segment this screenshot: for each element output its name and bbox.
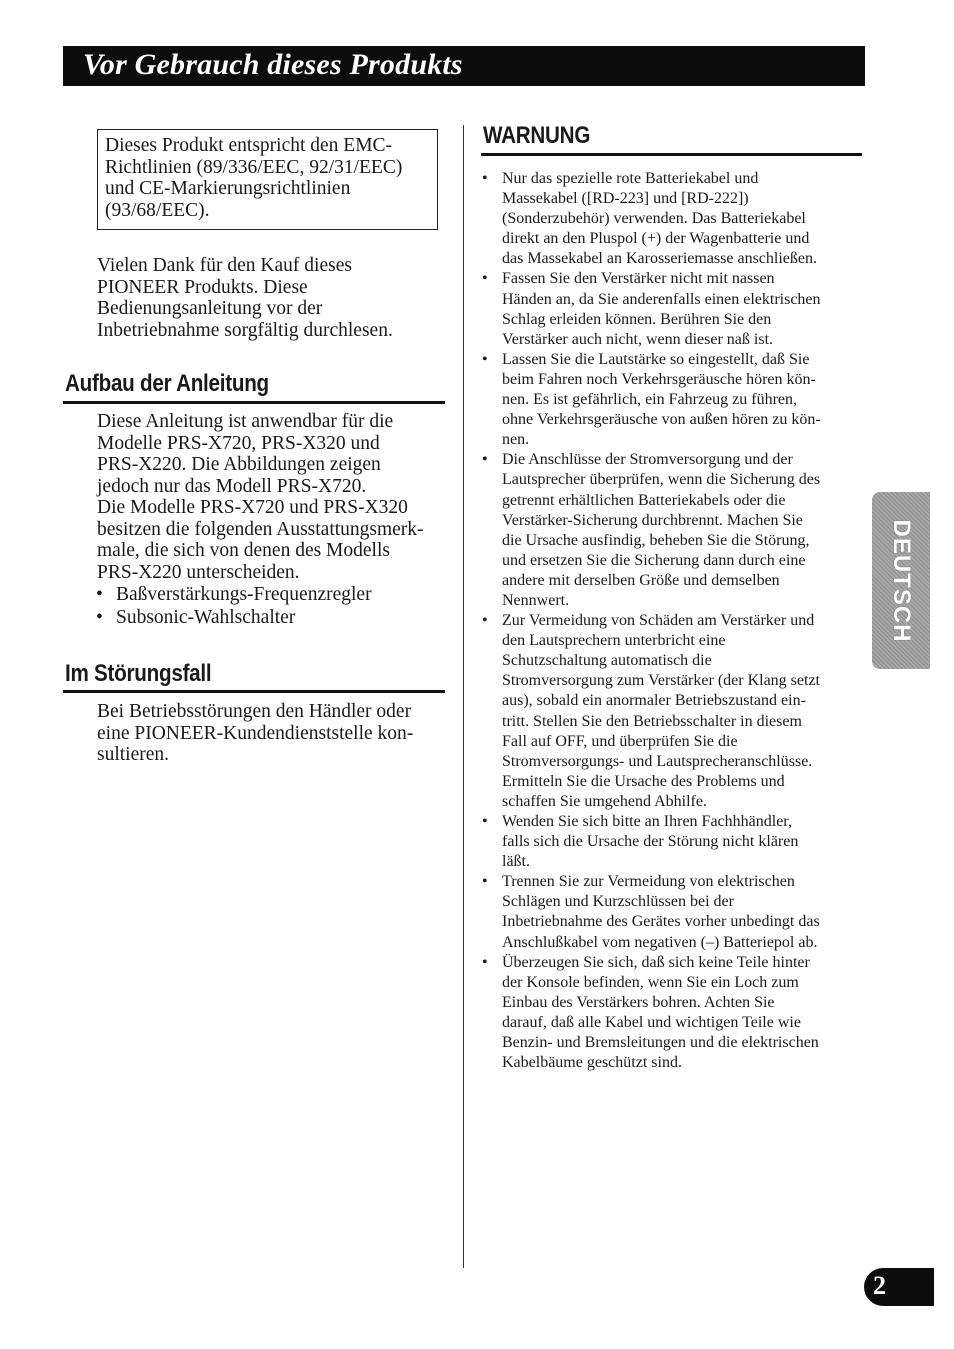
bullet-icon: • (482, 451, 488, 469)
warning-item (482, 269, 864, 349)
warning-text: Fassen Sie den Verstärker nicht mit nassen Händen an, da Sie anderenfalls einen elektrischen Schlag erleiden können. Berühren Sie den Verstärker auch nicht, wenn dieser naß ist. (502, 270, 821, 348)
warning-item (482, 350, 864, 450)
emc-line: (93/68/EEC). (105, 199, 210, 221)
bullet-icon: • (96, 584, 103, 605)
stoerung-paragraph (97, 701, 447, 766)
warning-list (482, 169, 864, 1073)
bullet-icon: • (96, 607, 103, 628)
aufbau-line: PRS-X220. Die Abbildungen zeigen (97, 454, 381, 475)
emc-line: Richtlinien (89/336/EEC, 92/31/EEC) (105, 156, 403, 178)
emc-notice-box (97, 129, 438, 230)
bullet-icon: • (482, 873, 488, 891)
aufbau-paragraph (97, 411, 447, 583)
warning-item (482, 953, 864, 1074)
section-rule (63, 401, 445, 404)
bullet-icon: • (482, 270, 488, 288)
emc-line: Dieses Produkt entspricht den EMC- (105, 135, 393, 156)
warning-item (482, 169, 864, 269)
page-title-bar (63, 46, 865, 86)
bullet-icon: • (482, 612, 488, 630)
warning-text: Wenden Sie sich bitte an Ihren Fachhhändler, falls sich die Ursache der Störung nicht klären läßt. (502, 813, 799, 871)
section-rule (63, 690, 445, 693)
bullet-icon: • (482, 953, 488, 971)
emc-line: und CE-Markierungsrichtlinien (105, 178, 351, 199)
list-item (96, 606, 372, 629)
warning-text: Die Anschlüsse der Stromversorgung und der Lautsprecher überprüfen, wenn die Sicherung des getrennt erhältlichen Batteriekabels oder die Verstärker-Sicherung durchbrennt. Machen Sie die Ursache ausfindig, beheben Sie die Störung, und ersetzen Sie die Sicherung dann durch eine andere mit derselben Größe und demselben Nennwert. (502, 451, 821, 609)
warning-text: Nur das spezielle rote Batteriekabel und Massekabel ([RD-223] und [RD-222]) (Sonderzubehör) verwenden. Das Batteriekabel direkt an den Pluspol (+) der Wagenbatterie und das Massekabel an Karosseriemasse anschließen. (502, 170, 817, 268)
feature-list (96, 583, 372, 629)
list-item-text: Subsonic-Wahlschalter (116, 607, 296, 628)
section-heading-aufbau: Aufbau der Anleitung (65, 370, 269, 397)
warning-text: Lassen Sie die Lautstärke so eingestellt, daß Sie beim Fahren noch Verkehrsgeräusche hören kön- nen. Es ist gefährlich, ein Fahrzeug zu führen, ohne Verkehrsgeräusche von außen hören zu kön- nen. (502, 350, 821, 449)
warning-item (482, 812, 864, 872)
aufbau-line: male, die sich von denen des Modells (97, 540, 390, 561)
aufbau-line: Modelle PRS-X720, PRS-X320 und (97, 432, 380, 454)
warning-text: Trennen Sie zur Vermeidung von elektrischen Schlägen und Kurzschlüssen bei der Inbetriebnahme des Gerätes vorher unbedingt das Anschlußkabel vom negativen (–) Batteriepol ab. (502, 873, 820, 951)
aufbau-line: Die Modelle PRS-X720 und PRS-X320 (97, 497, 408, 518)
intro-line: Vielen Dank für den Kauf dieses (97, 255, 352, 276)
warning-text: Zur Vermeidung von Schäden am Verstärker und den Lautsprechern unterbricht eine Schutzschaltung automatisch die Stromversorgung zum Verstärker (der Klang setzt aus), sobald ein anormaler Betriebszustand ein- tritt. Stellen Sie den Betriebsschalter in diesem Fall auf OFF, und überprüfen Sie die Stromversorgungs- und Lautsprecheranschlüsse. Ermitteln Sie die Ursache des Problems und schaffen Sie umgehend Abhilfe. (502, 612, 820, 810)
section-rule (481, 153, 862, 156)
list-item-text: Baßverstärkungs-Frequenzregler (116, 584, 372, 605)
section-heading-warnung: WARNUNG (483, 122, 591, 149)
warning-item (482, 872, 864, 952)
intro-line: Bedienungsanleitung vor der (97, 298, 323, 319)
stoerung-line: sultieren. (97, 744, 170, 765)
intro-line: PIONEER Produkts. Diese (97, 276, 308, 298)
warning-item (482, 611, 864, 812)
list-item (96, 583, 372, 606)
page-number-badge (864, 1268, 934, 1306)
aufbau-line: Diese Anleitung ist anwendbar für die (97, 411, 394, 432)
warning-item (482, 450, 864, 611)
aufbau-line: besitzen die folgenden Ausstattungsmerk- (97, 518, 424, 540)
aufbau-line: jedoch nur das Modell PRS-X720. (97, 475, 367, 497)
page-number: 2 (873, 1271, 886, 1300)
intro-paragraph (97, 255, 447, 341)
aufbau-line: PRS-X220 unterscheiden. (97, 561, 300, 583)
column-divider (463, 125, 464, 1268)
language-tab (872, 492, 930, 669)
bullet-icon: • (482, 170, 488, 187)
stoerung-line: Bei Betriebsstörungen den Händler oder (97, 701, 412, 722)
stoerung-line: eine PIONEER-Kundendienststelle kon- (97, 722, 414, 744)
bullet-icon: • (482, 350, 488, 368)
section-heading-stoerung: Im Störungsfall (65, 660, 212, 687)
warning-text: Überzeugen Sie sich, daß sich keine Teile hinter der Konsole befinden, wenn Sie ein Loch zum Einbau des Verstärkers bohren. Achten Sie darauf, daß alle Kabel und wichtigen Teile wie Benzin- und Bremsleitungen und die elektrischen Kabelbäume geschützt sind. (502, 953, 819, 1072)
page-title: Vor Gebrauch dieses Produkts (83, 48, 463, 81)
bullet-icon: • (482, 813, 488, 830)
intro-line: Inbetriebnahme sorgfältig durchlesen. (97, 319, 393, 341)
language-tab-label: DEUTSCH (888, 518, 915, 643)
